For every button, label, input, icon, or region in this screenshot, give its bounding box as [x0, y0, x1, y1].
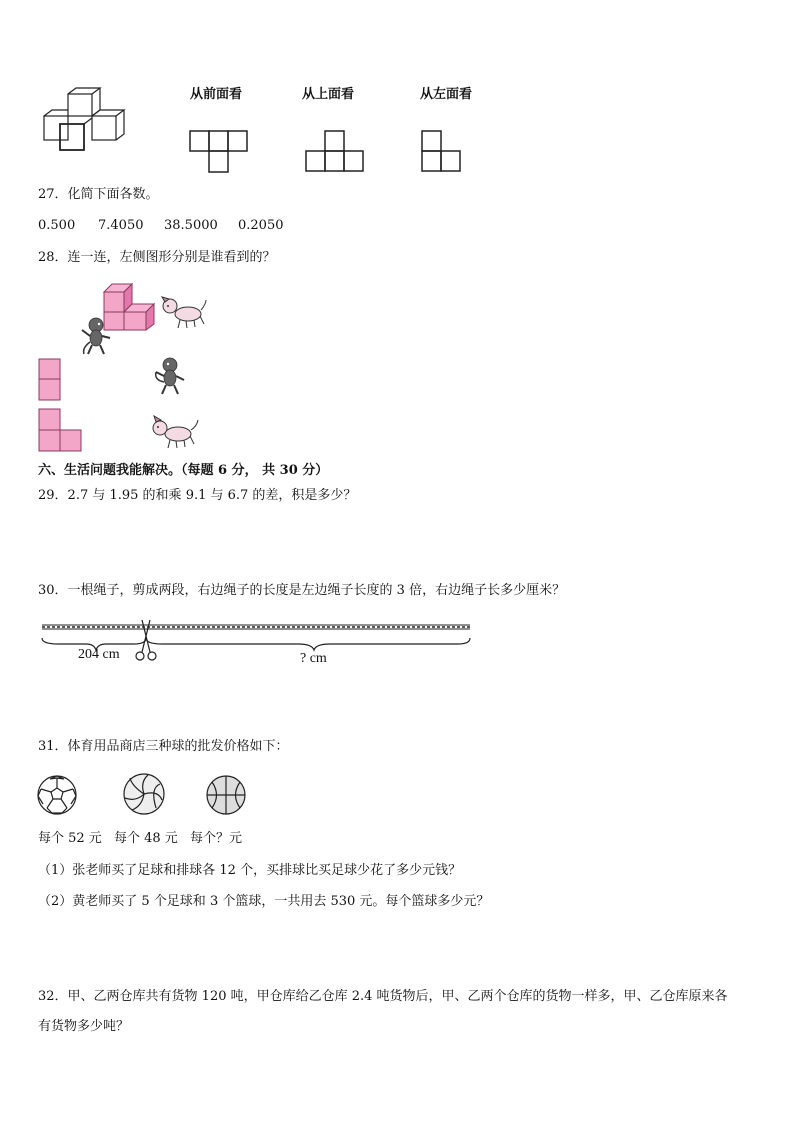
q32-text-line-2: 有货物多少吨？ [38, 1019, 130, 1034]
volleyball-price: 每个 48 元 [114, 831, 178, 846]
q27-number-1: 0.500 [38, 218, 76, 233]
pink-view-shape-2 [38, 408, 84, 454]
q27-number-3: 38.5000 [164, 218, 218, 233]
left-rope-length: 204 cm [78, 647, 120, 662]
q27-title: 27．化简下面各数。 [38, 187, 159, 202]
q31-sub-question-2: （2）黄老师买了 5 个足球和 3 个篮球，一共用去 530 元。每个篮球多少元？ [38, 894, 490, 909]
cube-stack-figure [40, 84, 140, 156]
view-label-left: 从左面看 [420, 87, 473, 102]
pink-view-shape-1 [38, 358, 62, 402]
dog-icon [150, 414, 200, 450]
top-view-shape [304, 130, 366, 174]
q31-sub-question-1: （1）张老师买了足球和排球各 12 个，买排球比买足球少花了多少元钱？ [38, 863, 462, 878]
dog-icon [160, 294, 208, 330]
q30-text: 30．一根绳子，剪成两段，右边绳子的长度是左边绳子长度的 3 倍，右边绳子长多少厘米？ [38, 583, 566, 598]
volleyball-icon [122, 772, 166, 816]
view-label-top: 从上面看 [302, 87, 355, 102]
soccer-ball-price: 每个 52 元 [38, 831, 102, 846]
monkey-icon [152, 356, 188, 396]
basketball-icon [205, 774, 247, 816]
q27-number-4: 0.2050 [238, 218, 284, 233]
view-label-front: 从前面看 [190, 87, 243, 102]
q28-title: 28．连一连，左侧图形分别是谁看到的？ [38, 250, 276, 265]
q29-text: 29．2.7 与 1.95 的和乘 9.1 与 6.7 的差，积是多少？ [38, 488, 357, 503]
right-rope-length: ? cm [300, 651, 327, 666]
monkey-icon [78, 316, 114, 356]
basketball-price: 每个？元 [190, 831, 243, 846]
front-view-shape [189, 130, 249, 174]
q27-number-2: 7.4050 [98, 218, 144, 233]
soccer-ball-icon [36, 774, 78, 816]
section-6-heading: 六、生活问题我能解决。（每题 6 分， 共 30 分） [38, 463, 329, 478]
left-view-shape [420, 130, 464, 174]
q31-title: 31．体育用品商店三种球的批发价格如下： [38, 739, 289, 754]
q32-text-line-1: 32．甲、乙两仓库共有货物 120 吨，甲仓库给乙仓库 2.4 吨货物后，甲、乙两个仓库的货物一样多，甲、乙仓库原来各 [38, 989, 728, 1004]
